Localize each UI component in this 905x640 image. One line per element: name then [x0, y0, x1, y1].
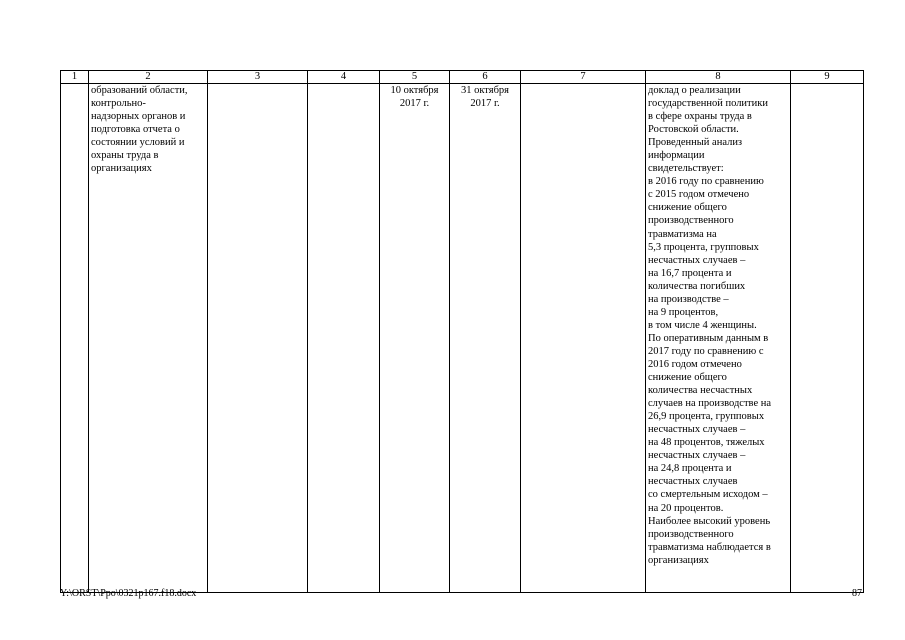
table-row — [61, 84, 864, 593]
cell-text-line: 10 октября — [390, 85, 439, 96]
cell-text-line: на 16,7 процента и — [648, 267, 732, 279]
cell-col9 — [791, 84, 864, 593]
cell-text-line: Проведенный анализ — [648, 137, 743, 149]
cell-text-line: 2017 г. — [399, 98, 430, 110]
cell-text-line: 26,9 процента, групповых — [648, 411, 765, 423]
table-header-row — [61, 71, 864, 84]
cell-text-line: государственной политики — [648, 98, 768, 110]
cell-col8 — [646, 84, 791, 593]
cell-text-line: производственного — [648, 215, 734, 227]
cell-text-line: на производстве – — [648, 293, 729, 305]
cell-text-line: информации — [648, 150, 705, 162]
cell-text-line: в том числе 4 женщины. — [648, 319, 757, 331]
cell-text-line: травматизма наблюдается в — [648, 541, 771, 553]
cell-text-line: со смертельным исходом – — [648, 489, 768, 501]
cell-text-line: 2017 году по сравнению с — [648, 345, 764, 357]
cell-text-line: снижение общего — [648, 202, 727, 214]
cell-text-line: 31 октября — [460, 85, 510, 96]
cell-text-line: количества погибших — [648, 280, 746, 292]
cell-col2 — [89, 84, 208, 593]
cell-text-line: организациях — [648, 554, 709, 566]
cell-text-line: на 24,8 процента и — [648, 463, 732, 475]
cell-text-line: Наиболее высокий уровень — [648, 515, 771, 527]
cell-text-line: образований области, — [91, 85, 188, 96]
cell-text-line: несчастных случаев – — [648, 450, 746, 462]
cell-text-line: надзорных органов и — [91, 111, 186, 123]
cell-text-line: несчастных случаев — [648, 476, 738, 488]
column-header-8: 8 — [646, 71, 791, 84]
cell-col1 — [61, 84, 89, 593]
cell-col5 — [380, 84, 450, 593]
column-header-6: 6 — [450, 71, 521, 84]
column-header-7: 7 — [521, 71, 646, 84]
cell-text-line: в сфере охраны труда в — [648, 111, 752, 123]
cell-col4 — [308, 84, 380, 593]
document-table — [60, 70, 864, 593]
cell-text-line: количества несчастных — [648, 385, 753, 397]
cell-text-line: По оперативным данным в — [648, 332, 769, 344]
cell-text-line: 2016 годом отмечено — [648, 358, 742, 370]
cell-col6 — [450, 84, 521, 593]
page-number: 87 — [852, 588, 862, 599]
cell-text-line: на 9 процентов, — [648, 306, 719, 318]
cell-col7 — [521, 84, 646, 593]
cell-text-line: несчастных случаев – — [648, 424, 746, 436]
cell-text-line: состоянии условий и — [91, 137, 185, 149]
cell-text-line: производственного — [648, 528, 734, 540]
cell-text-line: охраны труда в — [91, 150, 159, 162]
cell-text-line: 5,3 процента, групповых — [648, 241, 759, 253]
cell-text-line: снижение общего — [648, 372, 727, 384]
cell-text-line: травматизма на — [648, 228, 717, 240]
column-header-4: 4 — [308, 71, 380, 84]
cell-text-line: 2017 г. — [470, 98, 500, 110]
cell-text-line: на 48 процентов, тяжелых — [648, 437, 765, 449]
column-header-9: 9 — [791, 71, 864, 84]
cell-text-line: контрольно- — [91, 98, 146, 110]
cell-text-line: доклад о реализации — [648, 85, 741, 96]
column-header-2: 2 — [89, 71, 208, 84]
column-header-3: 3 — [208, 71, 308, 84]
cell-text-line: несчастных случаев – — [648, 254, 746, 266]
cell-text-line: на 20 процентов. — [648, 502, 724, 514]
cell-text-line: случаев на производстве на — [648, 398, 772, 410]
cell-text-line: Ростовской области. — [648, 124, 739, 136]
cell-text-line: организациях — [91, 163, 152, 175]
footer-file-path: Y:\ORST\Ppo\0321p167.f18.docx — [60, 588, 197, 599]
column-header-5: 5 — [380, 71, 450, 84]
cell-text-line: подготовка отчета о — [91, 124, 180, 136]
cell-text-line: свидетельствует: — [648, 163, 724, 175]
column-header-1: 1 — [61, 71, 89, 84]
cell-col3 — [208, 84, 308, 593]
cell-text-line: в 2016 году по сравнению — [648, 176, 764, 188]
cell-text-line: с 2015 годом отмечено — [648, 189, 750, 201]
